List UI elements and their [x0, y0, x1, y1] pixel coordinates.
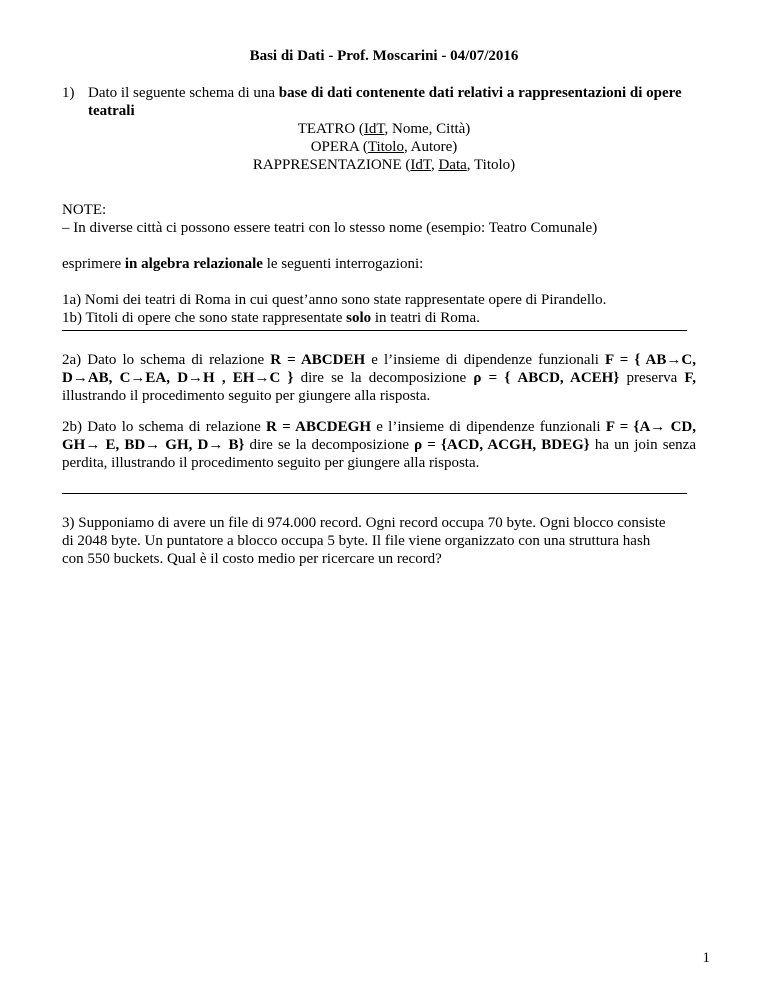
- note-1: – In diverse città ci possono essere teatri con lo stesso nome (esempio: Teatro Comunale): [62, 220, 598, 236]
- q2b-b2: F = {A→ CD, GH→ E, BD→ GH, D→ B}: [62, 419, 696, 453]
- question-1b-post: in teatri di Roma.: [371, 310, 480, 326]
- question-1-intro-bold: base di dati contenente dati relativi a rappresentazioni di opere teatrali: [88, 85, 682, 119]
- q2a-b4: F,: [684, 370, 696, 386]
- schema-opera: [0, 138, 768, 156]
- q2b-p3: dire se la decomposizione: [244, 437, 415, 453]
- question-1b: [62, 309, 480, 327]
- schema-rappr-rest: , Titolo): [466, 157, 516, 173]
- question-2b: [62, 418, 696, 472]
- express-line: [62, 255, 423, 273]
- q2a-p5: illustrando il procedimento seguito per giungere alla risposta.: [62, 388, 431, 404]
- q2a-p1: 2a) Dato lo schema di relazione: [62, 352, 271, 368]
- schema-rappr-name: RAPPRESENTAZIONE (: [252, 157, 411, 173]
- schema-rappr-key1: IdT: [410, 157, 431, 173]
- schema-rappresentazione: [0, 156, 768, 174]
- title-text: Basi di Dati - Prof. Moscarini - 04/07/2016: [249, 48, 519, 64]
- schema-opera-rest: , Autore): [403, 139, 458, 155]
- schema-rappr-key2: Data: [438, 157, 467, 173]
- schema-opera-name: OPERA (: [310, 139, 368, 155]
- express-bold: in algebra relazionale: [124, 256, 263, 272]
- q2b-p1: 2b) Dato lo schema di relazione: [62, 419, 267, 435]
- question-1: [62, 84, 692, 120]
- question-3: 3) Supponiamo di avere un file di 974.000 record. Ogni record occupa 70 byte. Ogni blocco consiste di 2048 byte. Un puntatore a blocco occupa 5 byte. Il file viene organizzato con una struttura hash con 550 buckets. Qual è il costo medio per ricercare un record?: [62, 515, 666, 567]
- schema-opera-key: Titolo: [367, 139, 404, 155]
- question-1-intro: Dato il seguente schema di una: [88, 85, 279, 101]
- schema-teatro-key: IdT: [363, 121, 385, 137]
- q2b-p2: e l’insieme di dipendenze funzionali: [370, 419, 606, 435]
- question-1b-pre: 1b) Titoli di opere che sono state rappresentate: [62, 310, 347, 326]
- q2a-p4: preserva: [619, 370, 685, 386]
- question-2a: [62, 351, 696, 405]
- q2a-b3: ρ = { ABCD, ACEH}: [473, 370, 620, 386]
- q2a-p3: dire se la decomposizione: [293, 370, 474, 386]
- express-post: le seguenti interrogazioni:: [262, 256, 424, 272]
- schema-rappr-sep: ,: [430, 157, 439, 173]
- q2b-b3: ρ = {ACD, ACGH, BDEG}: [414, 437, 590, 453]
- question-1b-bold: solo: [346, 310, 372, 326]
- schema-teatro-name: TEATRO (: [297, 121, 364, 137]
- schema-teatro-rest: , Nome, Città): [384, 121, 471, 137]
- divider-1: [62, 330, 687, 331]
- q2b-b1: R = ABCDEGH: [266, 419, 371, 435]
- question-1-number: 1): [62, 85, 75, 101]
- express-pre: esprimere: [62, 256, 125, 272]
- notes-title: NOTE:: [62, 202, 107, 218]
- q2a-p2: e l’insieme di dipendenze funzionali: [365, 352, 606, 368]
- question-1a: 1a) Nomi dei teatri di Roma in cui quest’anno sono state rappresentate opere di Pirandello.: [62, 292, 607, 308]
- q2a-b2: F = { AB→C, D→AB, C→EA, D→H , EH→C }: [62, 352, 696, 386]
- divider-2: [62, 493, 687, 494]
- page-title: [0, 47, 768, 65]
- q2b-p4: ha un join senza perdita, illustrando il procedimento seguito per giungere alla risposta.: [62, 437, 696, 471]
- schema-teatro: [0, 120, 768, 138]
- q2a-b1: R = ABCDEH: [270, 352, 366, 368]
- page-number: 1: [702, 950, 710, 966]
